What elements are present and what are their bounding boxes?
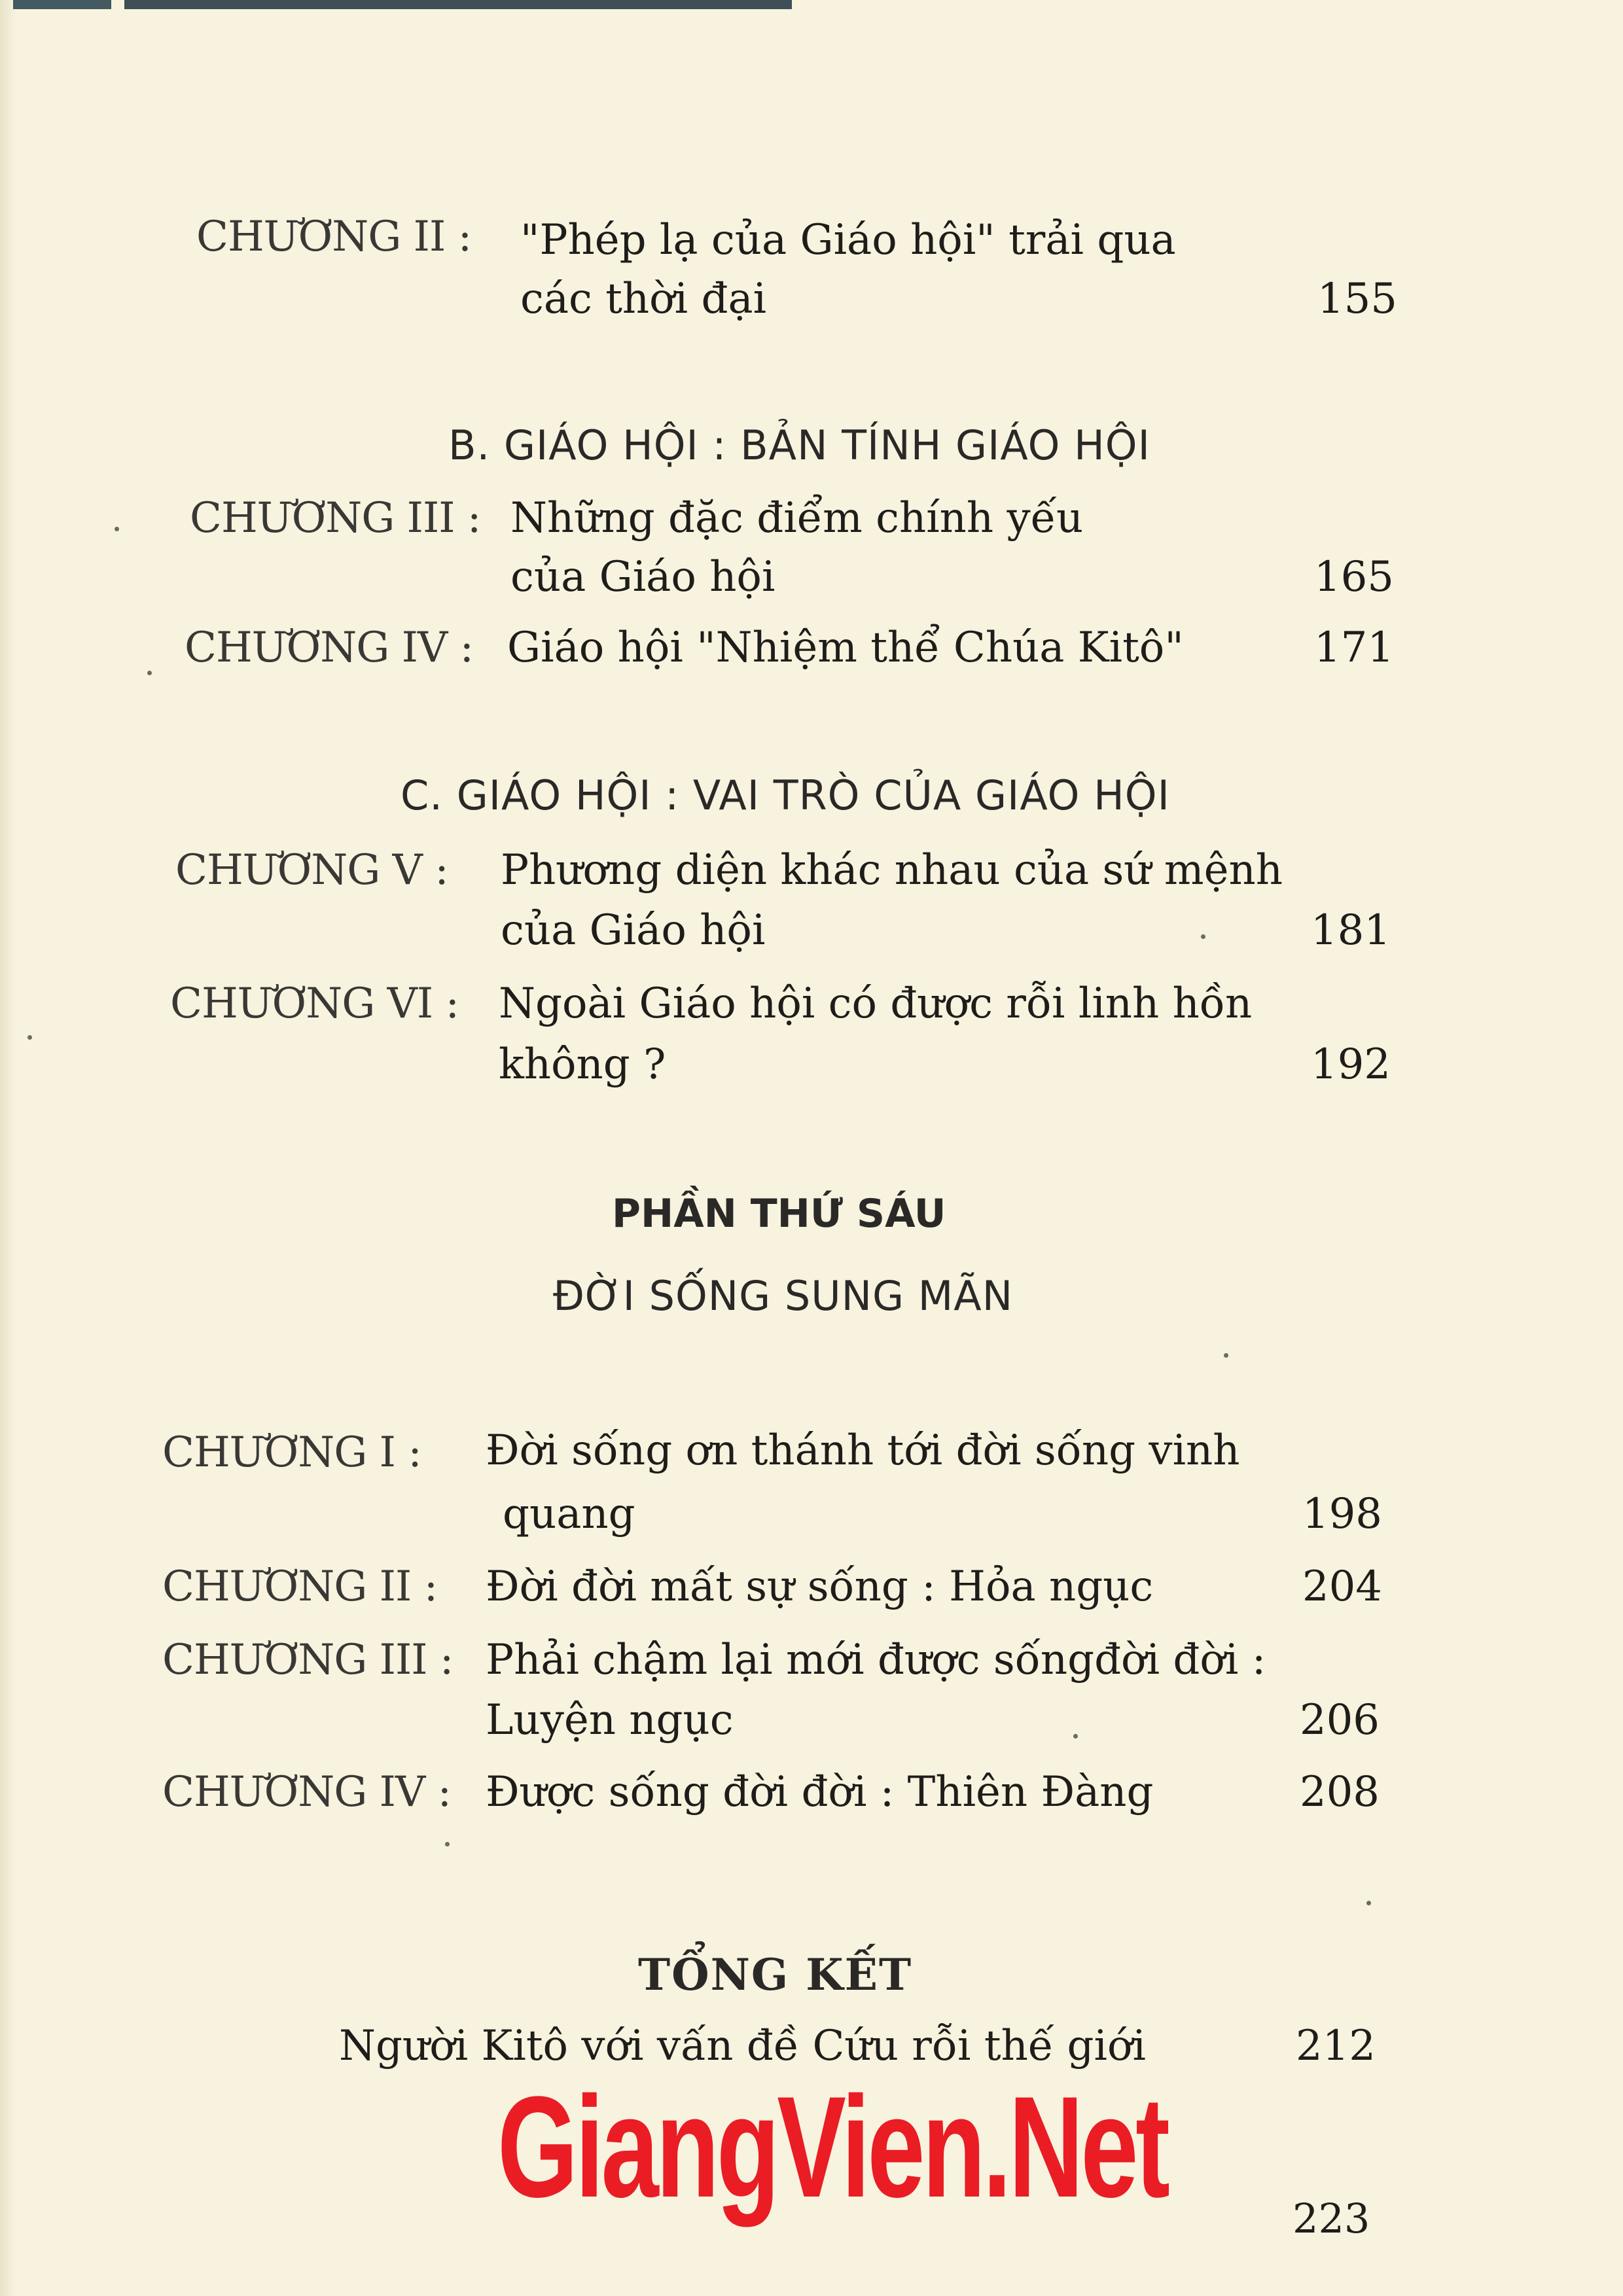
toc-entry-title-cont: các thời đại [520, 275, 767, 323]
scan-speck [1073, 1734, 1078, 1739]
toc-page-number: 204 [1302, 1563, 1382, 1611]
toc-entry-title: Phải chậm lại mới được sốngđời đời : [486, 1636, 1266, 1684]
toc-chapter-label: CHƯƠNG VI : [170, 980, 459, 1028]
toc-entry-title-cont: Luyện ngục [486, 1696, 734, 1744]
toc-entry-title: "Phép lạ của Giáo hội" trải qua [520, 216, 1176, 264]
scan-top-edge [124, 0, 792, 9]
scan-top-edge-left [13, 0, 111, 9]
toc-page-number: 181 [1310, 906, 1391, 955]
toc-entry-title: Giáo hội "Nhiệm thể Chúa Kitô" [507, 624, 1184, 672]
toc-chapter-label: CHƯƠNG IV : [162, 1768, 452, 1816]
toc-entry-title-cont: của Giáo hội [510, 553, 776, 601]
toc-chapter-label: CHƯƠNG II : [196, 213, 472, 261]
part-subtitle: ĐỜI SỐNG SUNG MÃN [553, 1272, 1014, 1320]
toc-entry-title-cont: của Giáo hội [501, 906, 766, 955]
summary-page-number: 212 [1295, 2022, 1376, 2070]
section-heading-b: B. GIÁO HỘI : BẢN TÍNH GIÁO HỘI [448, 421, 1150, 469]
scan-speck [1201, 934, 1205, 939]
section-heading-c: C. GIÁO HỘI : VAI TRÒ CỦA GIÁO HỘI [401, 771, 1170, 819]
toc-page-number: 208 [1299, 1768, 1380, 1816]
toc-chapter-label: CHƯƠNG III : [162, 1636, 454, 1684]
summary-title: TỔNG KẾT [638, 1949, 913, 2000]
watermark-logo: GiangVien.Net [497, 2066, 1168, 2227]
toc-page-number: 192 [1310, 1040, 1391, 1089]
toc-page-number: 165 [1313, 553, 1394, 601]
toc-chapter-label: CHƯƠNG II : [162, 1563, 438, 1611]
toc-chapter-label: CHƯƠNG III : [190, 494, 481, 542]
toc-entry-title: Được sống đời đời : Thiên Đàng [486, 1768, 1154, 1816]
toc-chapter-label: CHƯƠNG IV : [185, 624, 474, 672]
scan-speck [445, 1842, 450, 1846]
toc-entry-title-cont: không ? [499, 1040, 666, 1089]
toc-entry-title-cont: quang [503, 1490, 635, 1538]
summary-entry: Người Kitô với vấn đề Cứu rỗi thế giới [339, 2022, 1146, 2070]
toc-page-number: 171 [1313, 624, 1394, 672]
scan-speck [1224, 1353, 1228, 1358]
scan-speck [27, 1035, 32, 1040]
page-number: 223 [1293, 2195, 1370, 2242]
scan-speck [1366, 1901, 1371, 1905]
toc-entry-title: Đời đời mất sự sống : Hỏa ngục [486, 1563, 1154, 1611]
toc-chapter-label: CHƯƠNG I : [162, 1428, 421, 1477]
part-title: PHẦN THỨ SÁU [612, 1191, 946, 1237]
toc-entry-title: Những đặc điểm chính yếu [510, 494, 1084, 542]
toc-page-number: 206 [1299, 1696, 1380, 1744]
toc-entry-title: Ngoài Giáo hội có được rỗi linh hồn [499, 980, 1253, 1028]
toc-page-number: 198 [1302, 1490, 1382, 1538]
toc-entry-title: Phương diện khác nhau của sứ mệnh [501, 846, 1283, 894]
scan-edge-shadow [0, 0, 16, 2296]
scan-speck [115, 527, 119, 531]
toc-entry-title: Đời sống ơn thánh tới đời sống vinh [486, 1426, 1240, 1475]
scan-speck [147, 671, 152, 675]
toc-chapter-label: CHƯƠNG V : [175, 846, 448, 894]
toc-page-number: 155 [1317, 275, 1397, 323]
